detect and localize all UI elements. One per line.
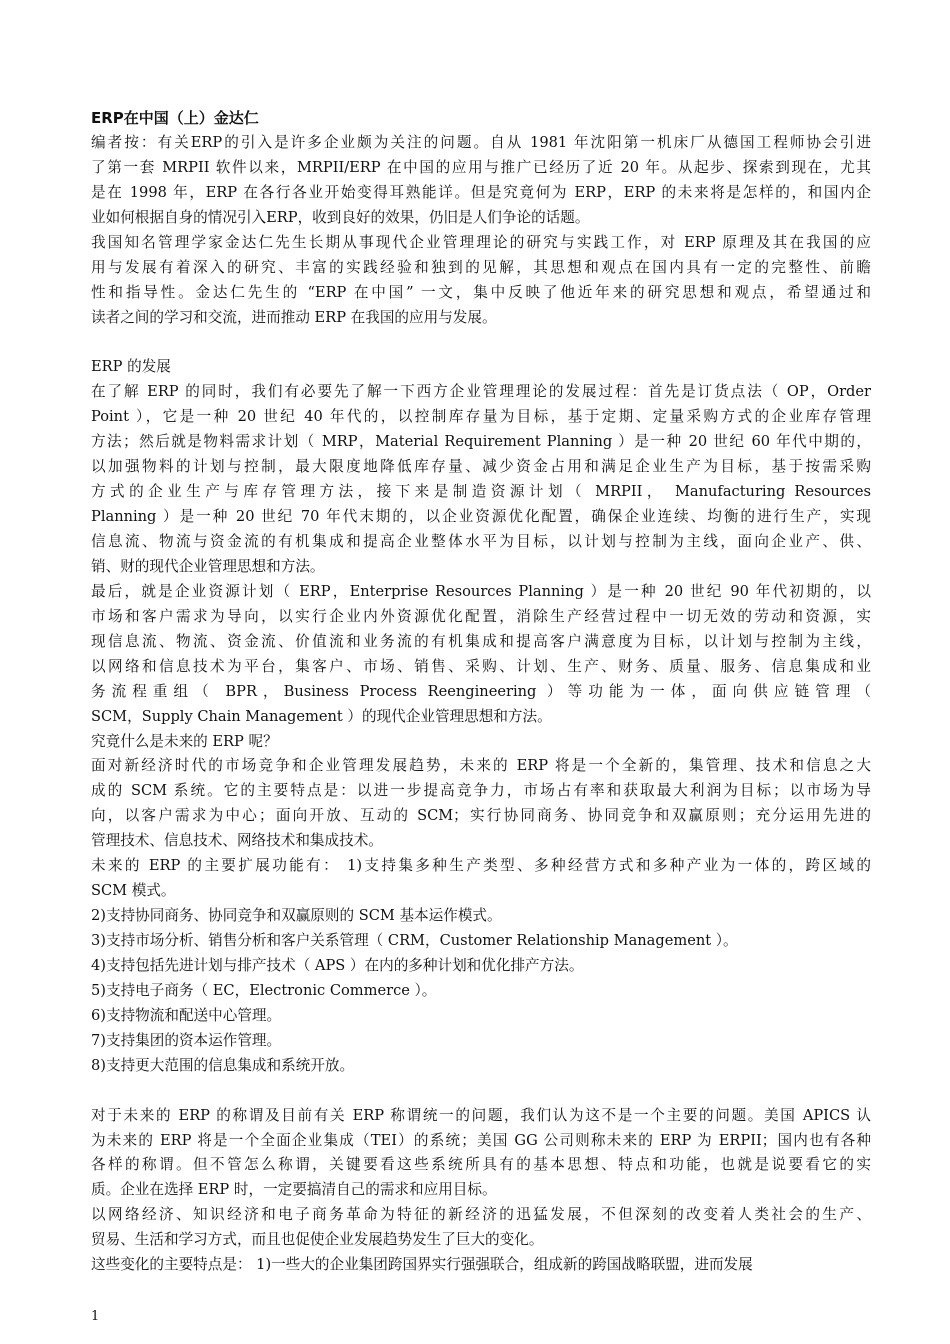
document-title: ERP在中国（上）金达仁 [91, 109, 259, 127]
text-line: 对于未来的 ERP 的称谓及目前有关 ERP 称谓统一的问题，我们认为这不是一个主要的问题。美国 APICS 认 [91, 1106, 871, 1124]
document-page [91, 106, 871, 1278]
text-line: 管理技术、信息技术、网络技术和集成技术。 [91, 832, 383, 850]
text-line: Point ），它是一种 20 世纪 40 年代的，以控制库存量为目标，基于定期、定量采购方式的企业库存管理 [91, 408, 871, 426]
text-line: 3)支持市场分析、销售分析和客户关系管理（ CRM，Customer Relationship Management ）。 [91, 932, 738, 949]
page-number: 1 [91, 1309, 100, 1324]
text-line: 务流程重组（ BPR，Business Process Reengineering ）等功能为一体，面向供应链管理（ [91, 682, 871, 700]
text-line: 编者按：有关ERP的引入是许多企业颇为关注的问题。自从 1981 年沈阳第一机床厂从德国工程师协会引进 [91, 134, 871, 151]
blank-line [91, 1079, 871, 1104]
text-line: 4)支持包括先进计划与排产技术（ APS ）在内的多种计划和优化排产方法。 [91, 956, 584, 974]
text-line: ERP 的发展 [91, 358, 171, 376]
text-line: 成的 SCM 系统。它的主要特点是：以进一步提高竞争力，市场占有率和获取最大利润为目标；以市场为导 [91, 782, 871, 800]
text-line: 市场和客户需求为导向，以实行企业内外资源优化配置，消除生产经营过程中一切无效的劳动和资源，实 [91, 607, 871, 625]
text-line: 未来的 ERP 的主要扩展功能有： 1)支持集多种生产类型、多种经营方式和多种产业为一体的，跨区域的 [91, 857, 871, 875]
text-line: 是在 1998 年，ERP 在各行各业开始变得耳熟能详。但是究竟何为 ERP，ERP 的未来将是怎样的，和国内企 [91, 183, 871, 201]
text-line: 了第一套 MRPII 软件以来，MRPII/ERP 在中国的应用与推广已经历了近 20 年。从起步、探索到现在，尤其 [91, 158, 871, 176]
text-line: 我国知名管理学家金达仁先生长期从事现代企业管理理论的研究与实践工作，对 ERP 原理及其在我国的应 [91, 233, 871, 251]
text-line: 销、财的现代企业管理思想和方法。 [91, 557, 325, 575]
text-line: 用与发展有着深入的研究、丰富的实践经验和独到的见解，其思想和观点在国内具有一定的完整性、前瞻 [91, 258, 871, 276]
text-line: 业如何根据自身的情况引入ERP，收到良好的效果，仍旧是人们争论的话题。 [91, 208, 590, 226]
text-line: 在了解 ERP 的同时，我们有必要先了解一下西方企业管理理论的发展过程：首先是订货点法（ OP，Order [91, 383, 871, 401]
text-line: 方式的企业生产与库存管理方法，接下来是制造资源计划（ MRPII， Manufacturing Resources [91, 483, 871, 501]
text-line: 为未来的 ERP 将是一个全面企业集成（TEI）的系统；美国 GG 公司则称未来的 ERP 为 ERPII；国内也有各种 [91, 1131, 871, 1149]
text-line: 向，以客户需求为中心；面向开放、互动的 SCM；实行协同商务、协同竞争和双赢原则；充分运用先进的 [91, 807, 871, 825]
text-line: 究竟什么是未来的 ERP 呢？ [91, 732, 278, 750]
text-line: 以加强物料的计划与控制，最大限度地降低库存量、减少资金占用和满足企业生产为目标，基于按需采购 [91, 458, 871, 476]
text-line: 6)支持物流和配送中心管理。 [91, 1006, 282, 1024]
text-line: 信息流、物流与资金流的有机集成和提高企业整体水平为目标，以计划与控制为主线，面向企业产、供、 [91, 533, 871, 550]
text-line: SCM，Supply Chain Management ）的现代企业管理思想和方法。 [91, 707, 552, 725]
text-line: 2)支持协同商务、协同竞争和双赢原则的 SCM 基本运作模式。 [91, 907, 502, 925]
text-line: 贸易、生活和学习方式，而且也促使企业发展趋势发生了巨大的变化。 [91, 1231, 544, 1249]
blank-line [91, 331, 871, 356]
text-line: 方法；然后就是物料需求计划（ MRP，Material Requirement Planning ）是一种 20 世纪 60 年代中期的， [91, 433, 871, 451]
text-line: SCM 模式。 [91, 882, 176, 900]
text-line: 质。企业在选择 ERP 时，一定要搞清自己的需求和应用目标。 [91, 1181, 497, 1199]
text-line: 现信息流、物流、资金流、价值流和业务流的有机集成和提高客户满意度为目标，以计划与控制为主线， [91, 632, 871, 650]
text-line: 最后，就是企业资源计划（ ERP，Enterprise Resources Planning ）是一种 20 世纪 90 年代初期的，以 [91, 582, 871, 600]
text-line: 性和指导性。金达仁先生的 “ERP 在中国” 一文，集中反映了他近年来的研究思想和观点，希望通过和 [91, 283, 871, 301]
document-body [91, 131, 871, 1278]
text-line: 7)支持集团的资本运作管理。 [91, 1031, 282, 1049]
text-line: 这些变化的主要特点是： 1)一些大的企业集团跨国界实行强强联合，组成新的跨国战略联盟，进而发展 [91, 1256, 753, 1274]
text-line: 面对新经济时代的市场竞争和企业管理发展趋势，未来的 ERP 将是一个全新的，集管理、技术和信息之大 [91, 757, 871, 775]
text-line: 5)支持电子商务（ EC，Electronic Commerce ）。 [91, 981, 437, 999]
text-line: 各样的称谓。但不管怎么称谓，关键要看这些系统所具有的基本思想、特点和功能，也就是说要看它的实 [91, 1156, 871, 1174]
text-line: 8)支持更大范围的信息集成和系统开放。 [91, 1056, 355, 1074]
text-line: Planning ）是一种 20 世纪 70 年代末期的，以企业资源优化配置，确保企业连续、均衡的进行生产，实现 [91, 508, 871, 526]
text-line: 以网络和信息技术为平台，集客户、市场、销售、采购、计划、生产、财务、质量、服务、信息集成和业 [91, 657, 871, 675]
text-line: 以网络经济、知识经济和电子商务革命为特征的新经济的迅猛发展，不但深刻的改变着人类社会的生产、 [91, 1206, 871, 1224]
text-line: 读者之间的学习和交流，进而推动 ERP 在我国的应用与发展。 [91, 308, 497, 326]
